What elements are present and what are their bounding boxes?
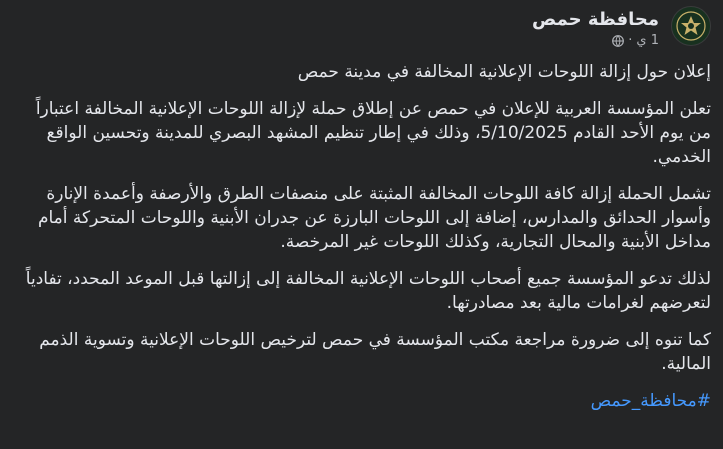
post-paragraph-4: كما تنوه إلى ضرورة مراجعة مكتب المؤسسة في حمص لترخيص اللوحات الإعلانية وتسوية الذمم المالية. (39, 330, 711, 374)
page-name[interactable]: محافظة حمص (532, 9, 659, 30)
globe-icon[interactable] (612, 35, 624, 47)
post-paragraph-2: تشمل الحملة إزالة كافة اللوحات المخالفة المثبتة على منصفات الطرق والأرصفة وأعمدة الإنارة وأسوار الحدائق والمدارس، إضافة إلى اللوحات البارزة عن جدران الأبنية واللوحات المتحركة أمام مداخل الأبنية والمحال التجارية، وكذلك اللوحات غير المرخصة. (37, 184, 711, 252)
post-title: إعلان حول إزالة اللوحات الإعلانية المخالفة في مدينة حمص (297, 62, 711, 82)
governorate-emblem-icon (672, 7, 710, 45)
meta-separator: · (628, 33, 633, 48)
post-paragraph-1: تعلن المؤسسة العربية للإعلان في حمص عن إطلاق حملة لإزالة اللوحات الإعلانية المخالفة اعتباراً من يوم الأحد القادم 5/10/2025، وذلك في إطار تنظيم المشهد البصري للمدينة وتحسين الواقع الخدمي. (35, 99, 711, 167)
post-paragraph-3: لذلك تدعو المؤسسة جميع أصحاب اللوحات الإعلانية المخالفة إلى إزالتها قبل الموعد المحدد، تفادياً لتعرضهم لغرامات مالية بعد مصادرتها. (25, 269, 711, 313)
post-content (12, 60, 711, 413)
post-meta (612, 33, 659, 49)
post-time[interactable]: 1 ي (636, 33, 659, 48)
page-avatar[interactable] (671, 6, 711, 46)
post-header (12, 6, 711, 52)
hashtag-link[interactable]: #محافظة_حمص (590, 391, 711, 411)
